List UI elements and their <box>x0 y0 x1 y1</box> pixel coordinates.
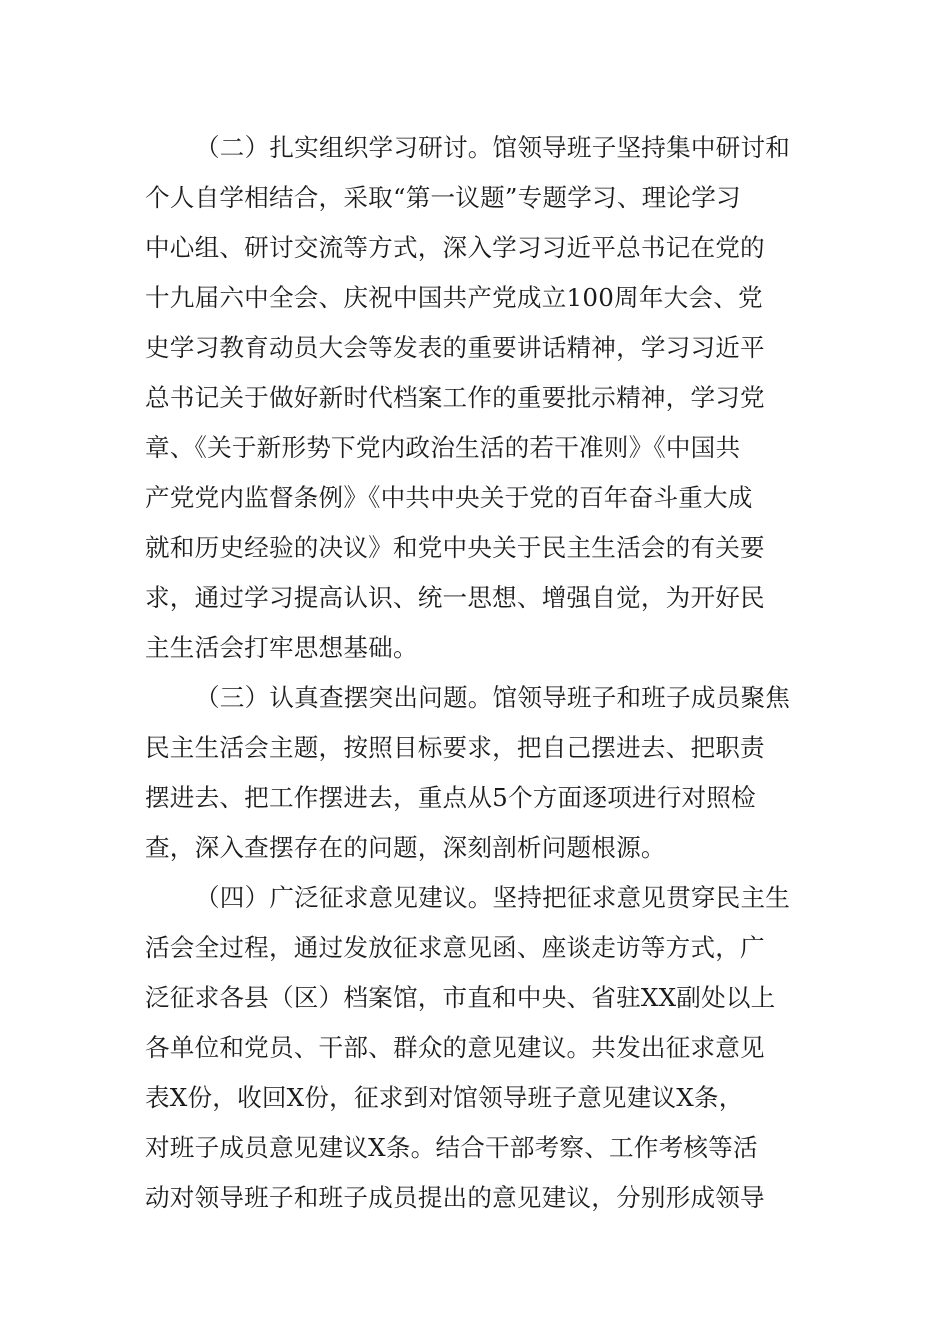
paragraph-4-line-1: （四）广泛征求意见建议。坚持把征求意见贯穿民主生 <box>195 883 791 912</box>
paragraph-4-line-7: 动对领导班子和班子成员提出的意见建议，分别形成领导 <box>145 1183 765 1212</box>
paragraph-2-line-2: 个人自学相结合，采取“第一议题”专题学习、理论学习 <box>145 183 741 212</box>
paragraph-2-line-11: 主生活会打牢思想基础。 <box>145 633 418 662</box>
paragraph-4-line-6: 对班子成员意见建议X条。结合干部考察、工作考核等活 <box>145 1133 758 1162</box>
paragraph-3-line-3: 摆进去、把工作摆进去，重点从5个方面逐项进行对照检 <box>145 783 756 812</box>
paragraph-3-line-1: （三）认真查摆突出问题。馆领导班子和班子成员聚焦 <box>195 683 791 712</box>
paragraph-2-line-6: 总书记关于做好新时代档案工作的重要批示精神，学习党 <box>145 383 765 412</box>
paragraph-3-line-2: 民主生活会主题，按照目标要求，把自己摆进去、把职责 <box>145 733 765 762</box>
paragraph-2-line-9: 就和历史经验的决议》和党中央关于民主生活会的有关要 <box>145 533 765 562</box>
paragraph-4-line-2: 活会全过程，通过发放征求意见函、座谈走访等方式，广 <box>145 933 765 962</box>
paragraph-2-line-8: 产党党内监督条例》《中共中央关于党的百年奋斗重大成 <box>145 483 753 512</box>
paragraph-4-line-4: 各单位和党员、干部、群众的意见建议。共发出征求意见 <box>145 1033 765 1062</box>
paragraph-4-line-3: 泛征求各县（区）档案馆，市直和中央、省驻XX副处以上 <box>145 983 776 1012</box>
paragraph-2-line-5: 史学习教育动员大会等发表的重要讲话精神，学习习近平 <box>145 333 765 362</box>
paragraph-2-line-10: 求，通过学习提高认识、统一思想、增强自觉，为开好民 <box>145 583 765 612</box>
paragraph-2-line-7: 章、《关于新形势下党内政治生活的若干准则》《中国共 <box>145 433 741 462</box>
paragraph-2-line-4: 十九届六中全会、庆祝中国共产党成立100周年大会、党 <box>145 283 763 312</box>
paragraph-2-line-1: （二）扎实组织学习研讨。馆领导班子坚持集中研讨和 <box>195 133 791 162</box>
paragraph-2-line-3: 中心组、研讨交流等方式，深入学习习近平总书记在党的 <box>145 233 765 262</box>
paragraph-4-line-5: 表X份，收回X份，征求到对馆领导班子意见建议X条， <box>145 1083 744 1112</box>
paragraph-3-line-4: 查，深入查摆存在的问题，深刻剖析问题根源。 <box>145 833 666 862</box>
